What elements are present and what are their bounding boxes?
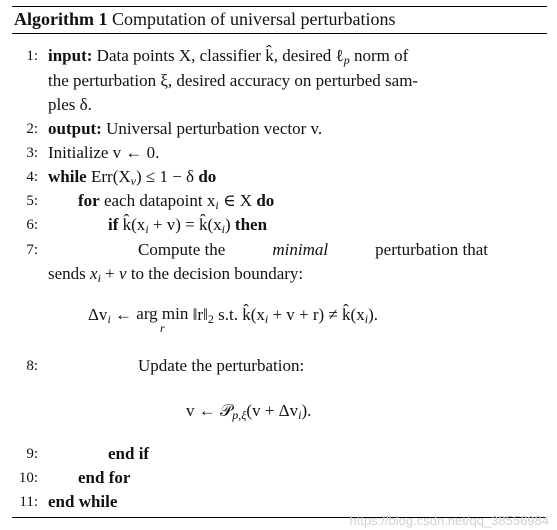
- sub-i: i: [221, 222, 225, 236]
- line-number-6: 6:: [26, 217, 38, 233]
- line-7-d: to the decision boundary:: [130, 264, 304, 283]
- eq2-lhs: v ← 𝒫: [186, 401, 233, 420]
- line-6-c: ): [225, 215, 231, 234]
- line-1-text: Data points X, classifier k̂, desired ℓ: [96, 46, 344, 65]
- line-2-text: Universal perturbation vector v.: [106, 119, 323, 138]
- sub-i: i: [264, 312, 269, 326]
- line-number-4: 4:: [26, 169, 38, 185]
- eq1-argmin: arg min: [136, 304, 189, 323]
- eq1-rhs-b: + v + r) ≠ k̂(x: [268, 305, 365, 324]
- eq2-sub: p,ξ: [232, 408, 247, 422]
- sub-v: v: [130, 174, 136, 188]
- sub-i: i: [107, 312, 111, 326]
- keyword-input: input:: [48, 46, 93, 65]
- eq1-arrow: ←: [110, 305, 137, 324]
- eq1-norm: ‖r‖: [188, 305, 208, 324]
- line-7-row-2: sends $x_i + v$ to the decision boundary:: [48, 264, 304, 285]
- eq1-lhs: Δv: [88, 305, 108, 324]
- line-5-set: ∈ X: [218, 191, 253, 210]
- line-1-row-3: ples δ.: [48, 95, 92, 114]
- line-3: Initialize v ← 0.: [48, 143, 160, 162]
- keyword-if: if: [108, 215, 119, 234]
- line-1-row-2: the perturbation ξ, desired accuracy on perturbed sam-: [48, 71, 419, 90]
- eq2-rhs: (v + Δv: [246, 401, 299, 420]
- line-7-b: perturbation that: [375, 240, 488, 259]
- top-rule: [12, 6, 547, 7]
- keyword-for: for: [78, 191, 100, 210]
- line-number-3: 3:: [26, 145, 38, 161]
- line-number-5: 5:: [26, 193, 38, 209]
- eq2-end: ).: [301, 401, 312, 420]
- eq1-rhs-a: k̂(x: [242, 305, 265, 324]
- sub-i: i: [145, 222, 149, 236]
- sub-i: i: [215, 198, 219, 212]
- equation-update: [186, 401, 311, 423]
- line-7-emph: minimal: [272, 240, 329, 259]
- line-number-9: 9:: [26, 446, 38, 462]
- keyword-then: then: [234, 215, 268, 234]
- keyword-while: while: [48, 167, 87, 186]
- line-6: [108, 215, 267, 239]
- line-7-a: Compute the: [138, 240, 226, 259]
- sub-i: i: [97, 271, 101, 285]
- eq1-argmin-var: r: [160, 321, 165, 335]
- keyword-do: do: [256, 191, 275, 210]
- line-8: Update the perturbation:: [138, 356, 305, 375]
- line-number-7: 7:: [26, 242, 38, 258]
- keyword-do: do: [198, 167, 217, 186]
- line-4: [48, 167, 216, 191]
- algorithm-label: Algorithm 1: [14, 9, 108, 29]
- line-number-11: 11:: [19, 494, 38, 510]
- line-1-text-end: norm of: [349, 46, 409, 65]
- line-number-8: 8:: [26, 358, 38, 374]
- algorithm-title: [14, 9, 395, 30]
- title-rule: [12, 33, 547, 34]
- keyword-output: output:: [48, 119, 102, 138]
- line-6-a: k̂(x: [122, 215, 146, 234]
- line-9: end if: [108, 444, 150, 463]
- equation-minimal-perturbation: [88, 305, 378, 334]
- line-4-cond: ) ≤ 1 − δ: [135, 167, 195, 186]
- eq1-argmin-block: [136, 305, 188, 334]
- line-1: [48, 46, 408, 70]
- line-10: end for: [78, 468, 131, 487]
- line-5: [78, 191, 274, 215]
- line-2: [48, 119, 322, 139]
- line-number-2: 2:: [26, 121, 38, 137]
- algorithm-name: Computation of universal perturbations: [112, 9, 396, 29]
- line-number-10: 10:: [18, 470, 38, 486]
- sub-p: p: [343, 53, 350, 67]
- sub-i: i: [364, 312, 369, 326]
- line-5-text: each datapoint x: [103, 191, 216, 210]
- line-6-b: + v) = k̂(x: [148, 215, 222, 234]
- line-7: [138, 240, 488, 260]
- line-11: end while: [48, 492, 118, 511]
- line-4-text: Err(X: [90, 167, 131, 186]
- watermark: https://blog.csdn.net/qq_38556984: [349, 513, 549, 528]
- line-number-1: 1:: [26, 48, 38, 64]
- eq1-rhs-c: ).: [368, 305, 378, 324]
- sub-2: 2: [207, 312, 214, 326]
- sub-i: i: [298, 408, 302, 422]
- eq1-st: s.t.: [213, 305, 243, 324]
- line-7-sends: sends: [48, 264, 86, 283]
